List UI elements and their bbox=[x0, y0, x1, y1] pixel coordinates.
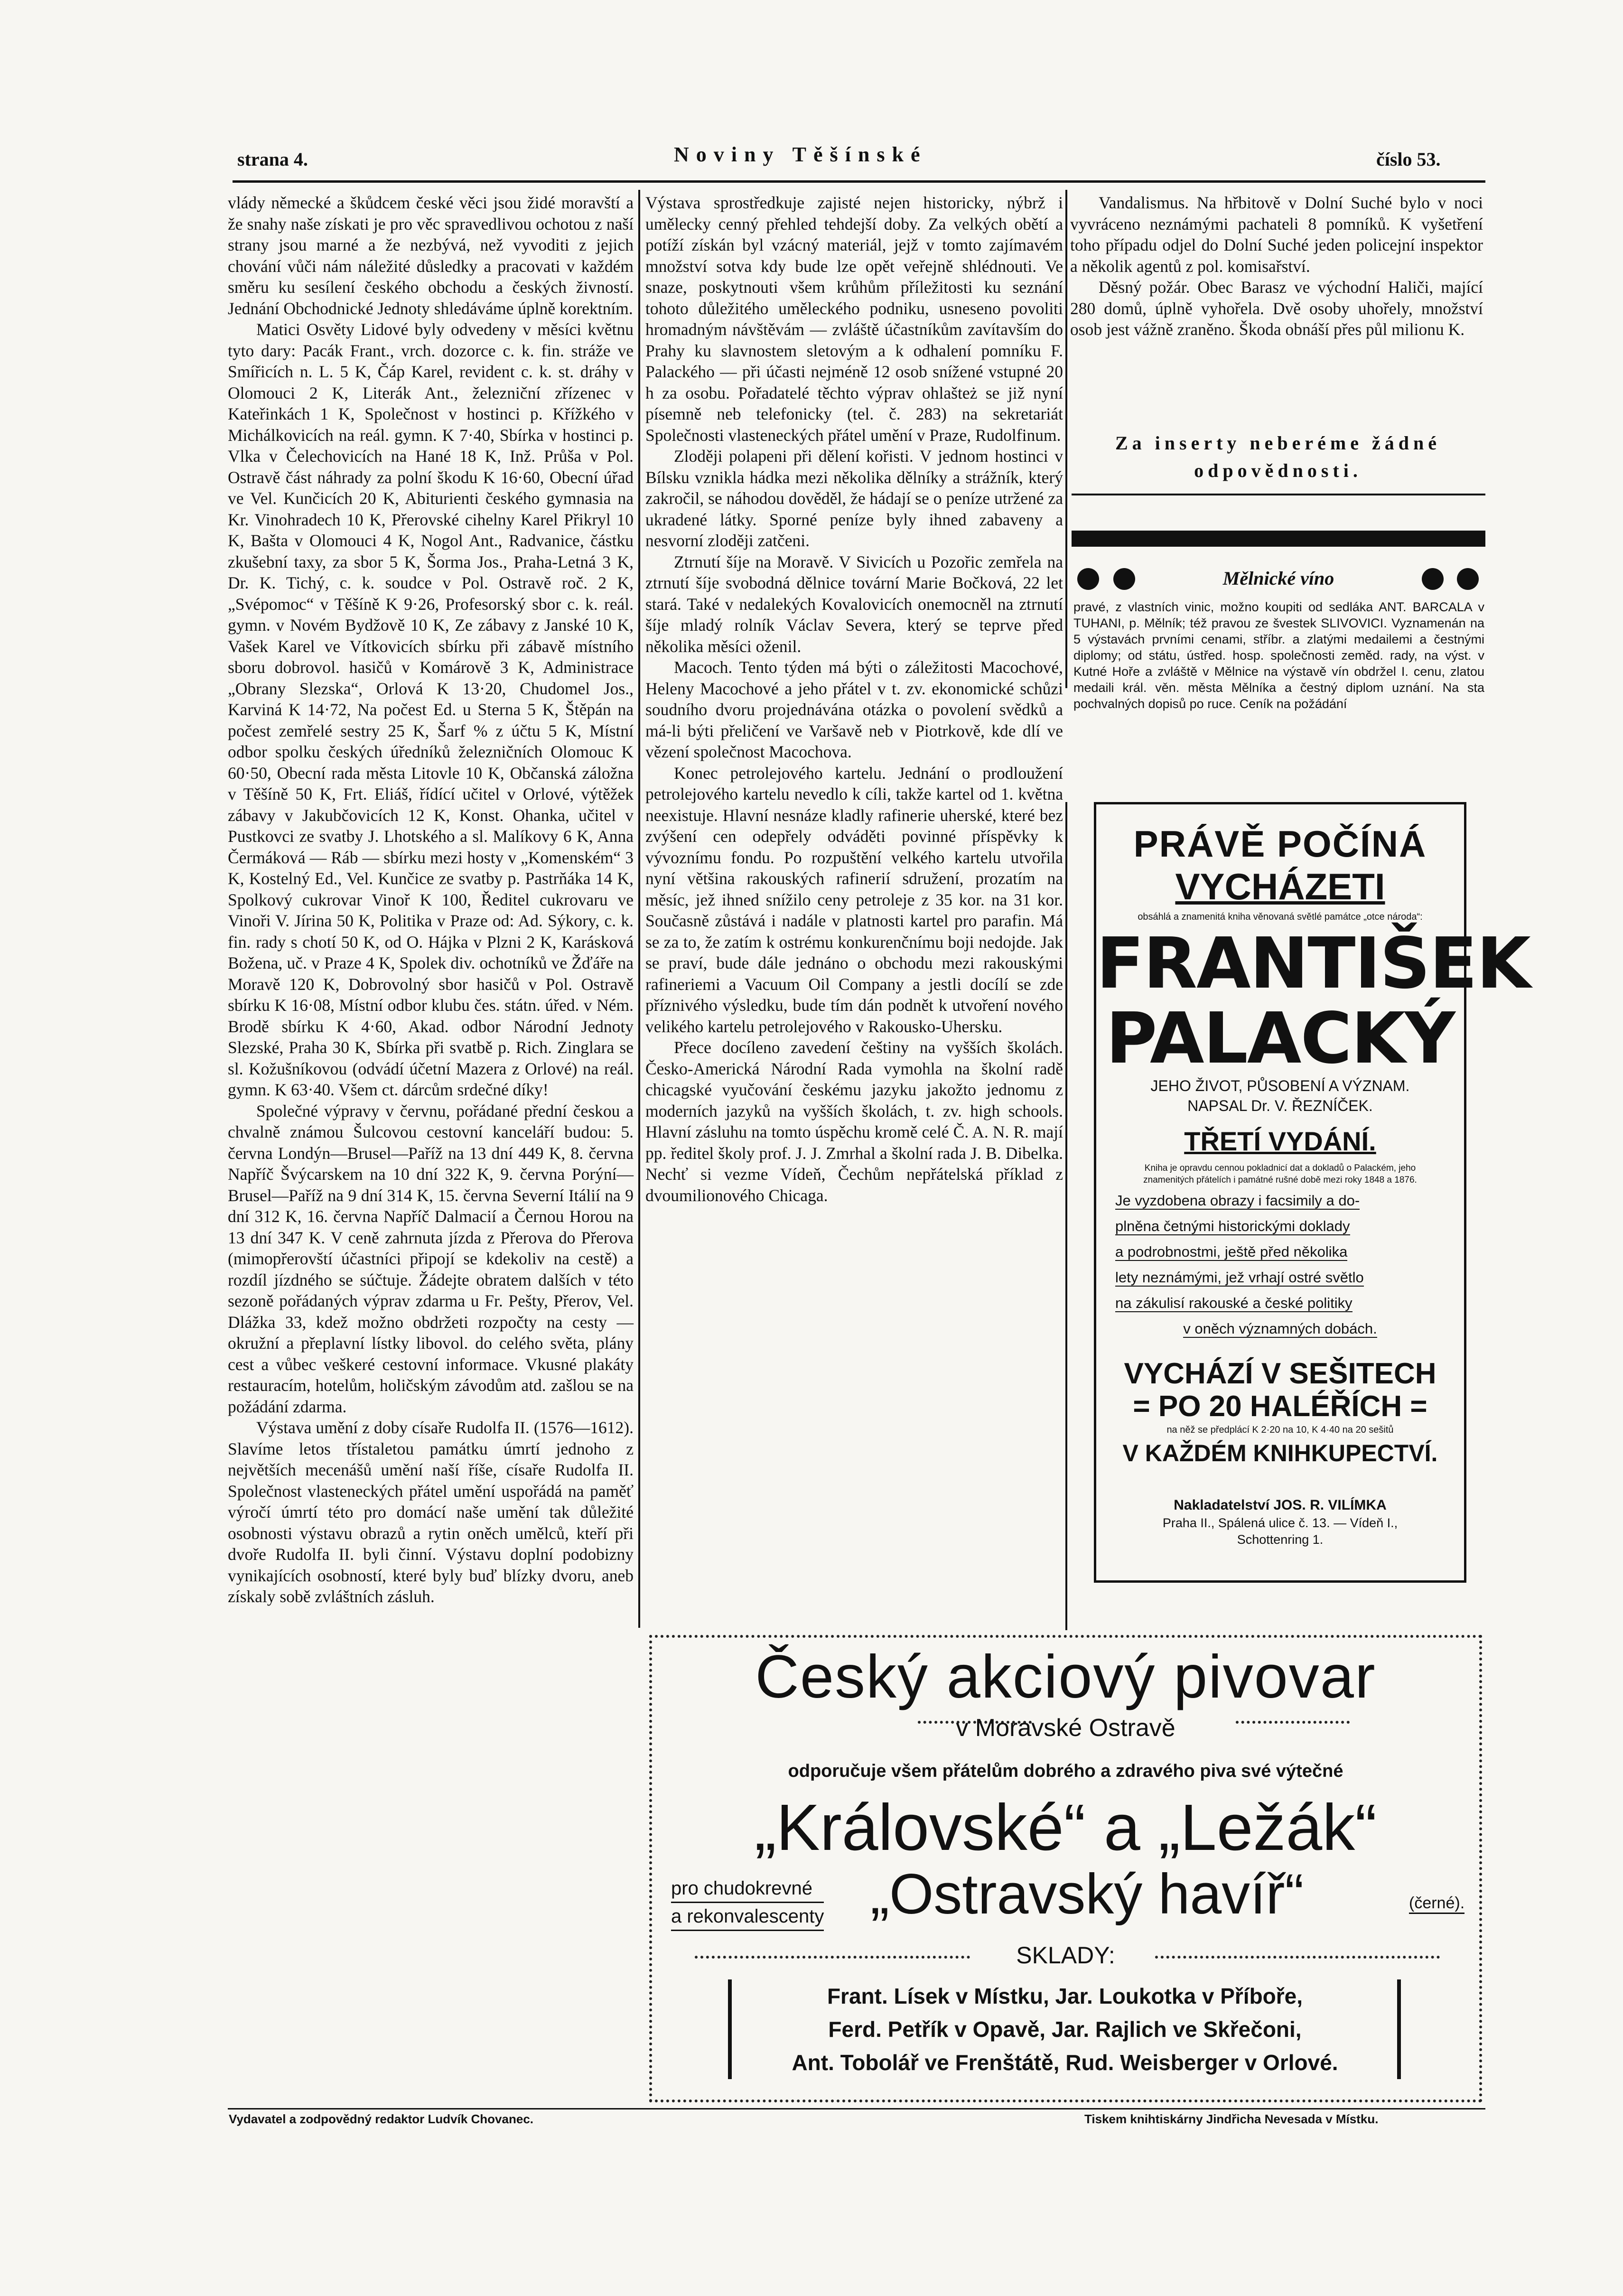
brewery-location: v Moravské Ostravě bbox=[956, 1714, 1175, 1742]
article-macoch: Macoch. Tento týden má býti o záležitosti Macochové, Heleny Macochové a jeho přátel v t. zv. ekonomické schůzi soudního dvoru projednávána otázka o povolení svědků a má-li býti přeličení ve Varšavě neb v Piotrkově, kde dlí ve vězení společnost Macochova. bbox=[645, 658, 1063, 761]
book-description: Kniha je opravdu cennou pokladnicí dat a dokladů o Palackém, jeho znamenitých přátelích i památné rušné době mezi roky 1848 a 1876. bbox=[1143, 1163, 1417, 1185]
brewery-name: Český akciový pivovar bbox=[755, 1643, 1376, 1711]
warehouse-line: Frant. Lísek v Místku, Jar. Loukotka v Příboře, bbox=[827, 1984, 1303, 2008]
dotted-rule bbox=[1155, 1956, 1440, 1959]
footer-rule bbox=[228, 2108, 1485, 2109]
target-line: pro chudokrevné bbox=[671, 1875, 824, 1903]
bullet-icon bbox=[1457, 568, 1479, 590]
bracket-bar bbox=[1397, 1979, 1401, 2079]
beer-names: „Královské“ a „Ležák“ bbox=[754, 1791, 1377, 1864]
article-cestina: Přece docíleno zavedení češtiny na vyšších školách. Česko-Americká Národní Rada vymohla na školní radě chicagské vyučování českému jazyku jakožto jednomu z moderních jazyků na vyšších školách, t. zv. high schools. Hlavní zásluhu na tomto úspěchu kromě celé Č. A. N. R. mají pp. ředitel školy prof. J. J. Zmrhal a školní rada J. B. Dibelka. Nechť si vezme Vídeň, Čechům nepřátelská příklad z dvoumilionového Chicaga. bbox=[645, 1038, 1063, 1205]
article-paragraph: vlády německé a škůdcem české věci jsou židé moravští a že snahy naše získati je pro věc spravedlivou ochotou z naší strany jsou marné a že nezbývá, než vyvoditi z jejich chování vůči nám náležité důsledky a pracovati v každém směru ku sesílení českého obchodu a českých živností. Jednání Obchodnické Jednoty shledáváme úplně korektním. bbox=[228, 193, 634, 318]
warehouse-list bbox=[742, 1979, 1388, 2079]
dotted-rule bbox=[1236, 1721, 1350, 1724]
article-paragraph: Výstava sprostředkuje zajisté nejen historicky, nýbrž i umělecky cenný přehled tehdejší doby. Za velkých obětí a potíží získán byl vzácný materiál, jejž v tomto zajímavém množství sotva kdy bude lze opět veřejně shlédnouti. Ve snaze, poskytnouti všem krůhům příležitosti ku seznání tohoto důležitého uměleckého podniku, usneseno povoliti hromadným návštěvám — zvláště účastníkům zavítavším do Prahy ku slavnostem sletovým a k odhalení pomníku F. Palackého — při účasti nejméně 12 osob snížené vstupné 20 h za osobu. Pořadatelé těchto výprav ohlašteż se již nyní písemně neb telefonicky (tel. č. 283) na sekretariát Společnosti vlasteneckých přátel umění v Praze, Rudolfinum. bbox=[645, 193, 1063, 445]
publisher: Nakladatelství JOS. R. VILÍMKA bbox=[1174, 1497, 1387, 1513]
article-ztrnuti: Ztrnutí šíje na Moravě. V Sivicích u Pozořic zemřela na ztrnutí šíje svobodná dělnice tovární Marie Bočková, 22 let stará. Také v nedalekých Kovalovicích onemocněl na ztrnutí šíje mladý rolník Václav Severa, který se teprve před několika měsíci oženil. bbox=[645, 552, 1063, 656]
article-vandalismus: Vandalismus. Na hřbitově v Dolní Suché bylo v noci vyvráceno neznámými pachateli 8 pomníků. K vyšetření toho případu odjel do Dolní Suché jeden policejní inspektor a několik agentů z pol. komisařství. bbox=[1070, 193, 1483, 276]
feature-line: v oněch významných dobách. bbox=[1183, 1320, 1377, 1337]
book-subtitle: JEHO ŽIVOT, PŮSOBENÍ A VÝZNAM. bbox=[1150, 1077, 1410, 1094]
ad-intro: obsáhlá a znamenitá kniha věnovaná světlé památce „otce národa“: bbox=[1138, 912, 1423, 922]
dark-beer-name: „Ostravský havíř“ bbox=[870, 1862, 1304, 1926]
newspaper-title: Noviny Těšínské bbox=[674, 143, 927, 166]
column-1 bbox=[228, 192, 634, 1607]
book-author: NAPSAL Dr. V. ŘEZNÍČEK. bbox=[1187, 1097, 1373, 1114]
bullet-icon bbox=[1422, 568, 1444, 590]
publisher-address-2: Schottenring 1. bbox=[1237, 1532, 1324, 1547]
column-divider-2 bbox=[1065, 190, 1067, 688]
brewery-tagline: odporučuje všem přátelům dobrého a zdravého piva své výtečné bbox=[788, 1761, 1343, 1781]
feature-line: plněna četnými historickými doklady bbox=[1115, 1218, 1350, 1234]
feature-line: na zákulisí rakouské a české politiky bbox=[1115, 1295, 1352, 1311]
article-pozar: Děsný požár. Obec Barasz ve východní Haliči, mající 280 domů, úplně vyhořela. Dvě osoby uhořely, množství osob jest vážně zraněno. Škoda obnáší přes půl milionu K. bbox=[1070, 278, 1483, 339]
article-vypravy: Společné výpravy v červnu, pořádané přední českou a chvalně známou Šulcovou cestovní kanceláří budou: 5. června Londýn—Brusel—Paříž na 13 dní 449 K, 8. června Napříč Švýcarskem na 10 dní 322 K, 9. června Porýní—Brusel—Paříž na 9 dní 314 K, 15. června Severní Itálií na 9 dní 312 K, 16. června Napříč Dalmacií a Černou Horou na 13 dní 347 K. V ceně zahrnuta jízda z Přerova do Přerova (mimopřerovští účastníci připojí se kdekoliv na cestě) a rozdíl jízdného se súčtuje. Žádejte obratem dalších v této sezoně pořádaných výprav zdarma u Fr. Pešty, Přerov, Vel. Dlážka 33, kdež možno obdržeti rozpočty na cesty — okružní a přeplavní lístky libovol. do celého světa, plány cest a vůbec veškeré cestovní informace. Vkusné plakáty restauracím, hotelům, holičským závodům atd. zašlou se na požádání zdarma. bbox=[228, 1101, 634, 1416]
column-divider-2b bbox=[1065, 802, 1067, 1630]
book-features bbox=[1096, 1188, 1464, 1342]
book-name-2: PALACKÝ bbox=[1106, 998, 1455, 1079]
warehouse-line: Ant. Tobolář ve Frenštátě, Rud. Weisberger v Orlové. bbox=[792, 2050, 1338, 2075]
beer-target bbox=[671, 1875, 824, 1931]
warehouses-heading: SKLADY: bbox=[1016, 1942, 1115, 1969]
palacky-book-ad bbox=[1094, 802, 1530, 1583]
feature-line: a podrobnostmi, ještě před několika bbox=[1115, 1243, 1348, 1260]
rule bbox=[1072, 494, 1485, 495]
ad-headline-2: VYCHÁZETI bbox=[1175, 866, 1385, 907]
footer-editor: Vydavatel a zodpovědný redaktor Ludvík Chovanec. bbox=[229, 2112, 534, 2126]
brewery-ad bbox=[649, 1635, 1482, 2102]
article-zlodeji: Zloději polapeni při dělení kořisti. V jednom hostinci v Bílsku vznikla hádka mezi několika dělníky a strážník, který zakročil, se náhodou dověděl, že hádají se o peníze utržené za ukradené látky. Sporné peníze byly ihned zabaveny a nesvorní zloději zatčeni. bbox=[645, 447, 1063, 550]
melnik-header bbox=[1072, 562, 1485, 596]
dark-beer-note: (černé). bbox=[1409, 1894, 1464, 1914]
melnik-ad-text: pravé, z vlastních vinic, možno koupiti od sedláka ANT. BARCALA v TUHANI, p. Mělník; též pravou ze švestek SLIVOVICI. Vyznamenán na 5 výstavách prvními cenami, stříbr. a zlatými medailemi a čestnými diplomy; od státu, ústřed. hosp. společnosti zeměd. rady, na výst. v Kutné Hoře a zvláště v Mělnice na výstavě vín obdržel I. cenu, zlatou medaili král. věn. města Mělníka a čestný diplom uznání. Na sta pochvalných dopisů po ruce. Ceník na požádání bbox=[1073, 600, 1484, 711]
page-number: strana 4. bbox=[237, 149, 308, 170]
article-kartel: Konec petrolejového kartelu. Jednání o prodloužení petrolejového kartelu nevedlo k cíli, takže kartel od 1. května neexistuje. Hlavní nesnáze kladly rafinerie uherské, které bez zvýšení cen odepřely odváděti povinné příspěvky k vývoznímu fondu. Po rozpuštění velkého kartelu utvořila nyní většina rakouských rafinerií sdružení, prozatím na měsíc, jež ihned snížilo ceny petroleje z 35 kor. na 31 kor. Současně zůstává i nadále v platnosti kartel pro parafin. Má se za to, že zatím k ostrému konkurenčnímu boji nedojde. Jak se praví, bude dále jednáno o obchodu mezi rakouskými rafineriemi a Vacuum Oil Company a jestli docílí se zde příznivého výsledku, bude tím dán podnět k utvoření nového velikého kartelu petrolejového v Rakousko-Uhersku. bbox=[645, 763, 1063, 1036]
bracket-bar bbox=[728, 1979, 732, 2079]
column-divider-1 bbox=[638, 190, 640, 1628]
column-3 bbox=[1070, 192, 1483, 340]
ad-headline: PRÁVĚ POČÍNÁ bbox=[1133, 823, 1427, 865]
availability: V KAŽDÉM KNIHKUPECTVÍ. bbox=[1122, 1440, 1438, 1466]
target-line: a rekonvalescenty bbox=[671, 1903, 824, 1931]
issues-price: = PO 20 HALÉŘÍCH = bbox=[1133, 1390, 1427, 1423]
footer-printer: Tiskem knihtiskárny Jindřicha Nevesada v Místku. bbox=[1084, 2112, 1379, 2126]
article-matice: Matici Osvěty Lidové byly odvedeny v měsíci květnu tyto dary: Pacák Frant., vrch. dozorce c. k. fin. stráže ve Smířicích n. L. 5 K, Čáp Karel, revident c. k. st. dráhy v Olomouci 2 K, Literák Ant., železniční zřízenec v Kateřinkách 1 K, Společnost v hostinci p. Křížkého v Michálkovicích na reál. gymn. K 7·40, Sbírka v hostinci p. Vlka v Čelechovicích na Hané 18 K, Inž. Průša v Pol. Ostravě část náhrady za polní škodu K 16·60, Obecní úřad ve Vel. Kunčicích 20 K, Abiturienti českého gymnasia na Kr. Vinohradech 10 K, Přerovské cihelny Karel Přikryl 10 K, Bašta v Olomouci 4 K, Nogol Ant., Radvanice, částku zkušební taxy, za sbor 5 K, Šorma Jos., Praha-Letná 3 K, Dr. K. Tichý, c. k. soudce v Pol. Ostravě roč. 2 K, „Svépomoc“ v Těšíně K 9·26, Profesorský sbor c. k. reál. gymn. v Novém Bydžově 10 K, Ze zábavy z Janské 10 K, Vašek Karel ve Vítkovicích sbírku při zábavě místního sboru dobrovol. hasičů v Komárově 3 K, Administrace „Obrany Slezska“, Orlová K 13·20, Chudomel Jos., Karviná K 14·72, Na počest Ed. u Sterna 5 K, Štěpán na počest zemřelé sestry 25 K, Šarf % z účtu 5 K, Místní odbor spolku českých úředníků železničních Olomouc K 60·50, Obecní rada města Litovle 10 K, Občanská záložna v Těšíně 50 K, Frt. Eliáš, řídící učitel v Orlové, výtěžek zábavy v Jakubčovicích 12 K, Konst. Ohanka, učitel v Pustkovci ze svatby J. Lhotského a sl. Malíkovy 6 K, Anna Čermáková — Ráb — sbírku mezi hosty v „Komenském“ 3 K, Kostelný Ed., Vel. Kunčice ze svatby p. Pastrňáka 14 K, Spolkový cukrovar Vinoř K 100, Ředitel cukrovaru ve Vinoři V. Jírina 50 K, Politika v Praze od: Ad. Sýkory, c. k. fin. rady s chotí 50 K, od O. Hájka v Plzni 2 K, Karásková Božena, uč. v Praze 4 K, Spolek div. ochotníků ve Žďáře na Moravě 120 K, Dobrovolný sbor hasičů v Pol. Ostravě sbírku K 16·08, Místní odbor klubu čes. státn. úřed. v Ném. Brodě sbírku K 4·60, Akad. odbor Národní Jednoty Slezské, Praha 30 K, Sbírka při svatbě p. Rich. Zinglara se sl. Kožušníkovou (odvádí účetní Mazera z Orlové) na reál. gymn. K 63·40. Všem ct. dárcům srdečné díky! bbox=[228, 320, 634, 1099]
header-rule bbox=[233, 180, 1485, 183]
feature-line: lety neznámými, jež vrhají ostré světlo bbox=[1115, 1269, 1364, 1286]
warehouse-line: Ferd. Petřík v Opavě, Jar. Rajlich ve Skřečoni, bbox=[828, 2017, 1302, 2042]
column-2 bbox=[645, 192, 1063, 1206]
melnik-title: Mělnické víno bbox=[1222, 568, 1334, 589]
subscription-info: na něž se předplácí K 2·20 na 10, K 4·40 na 20 sešitů bbox=[1166, 1425, 1394, 1435]
publisher-address: Praha II., Spálená ulice č. 13. — Vídeň I., bbox=[1162, 1516, 1398, 1530]
edition: TŘETÍ VYDÁNÍ. bbox=[1184, 1126, 1376, 1156]
inserty-notice: Za inserty neberéme žádné odpovědnosti. bbox=[1115, 432, 1441, 481]
thick-rule bbox=[1072, 531, 1485, 547]
article-vystava: Výstava umění z doby císaře Rudolfa II. (1576—1612). Slavíme letos třístaletou památku úmrtí jednoho z největších mecenášů umění naší říše, císaře Rudolfa II. Společnost vlasteneckých přátel umění uspořádá na paměť výročí úmrtí této pro domácí naše umění tak důležité osobnosti výstavu obrazů a rytin oněch umělců, kteří při dvoře Rudolfa II. byli činní. Výstavu doplní podobizny vynikajících osobností, které byly buď blízky dvoru, aneb získaly sobě zvláštních zásluh. bbox=[228, 1418, 634, 1606]
feature-line: Je vyzdobena obrazy i facsimily a do- bbox=[1115, 1192, 1360, 1209]
book-name-1: FRANTIŠEK bbox=[1096, 923, 1530, 1004]
issues-headline: VYCHÁZÍ V SEŠITECH bbox=[1124, 1357, 1436, 1390]
issue-number: číslo 53. bbox=[1376, 149, 1441, 170]
